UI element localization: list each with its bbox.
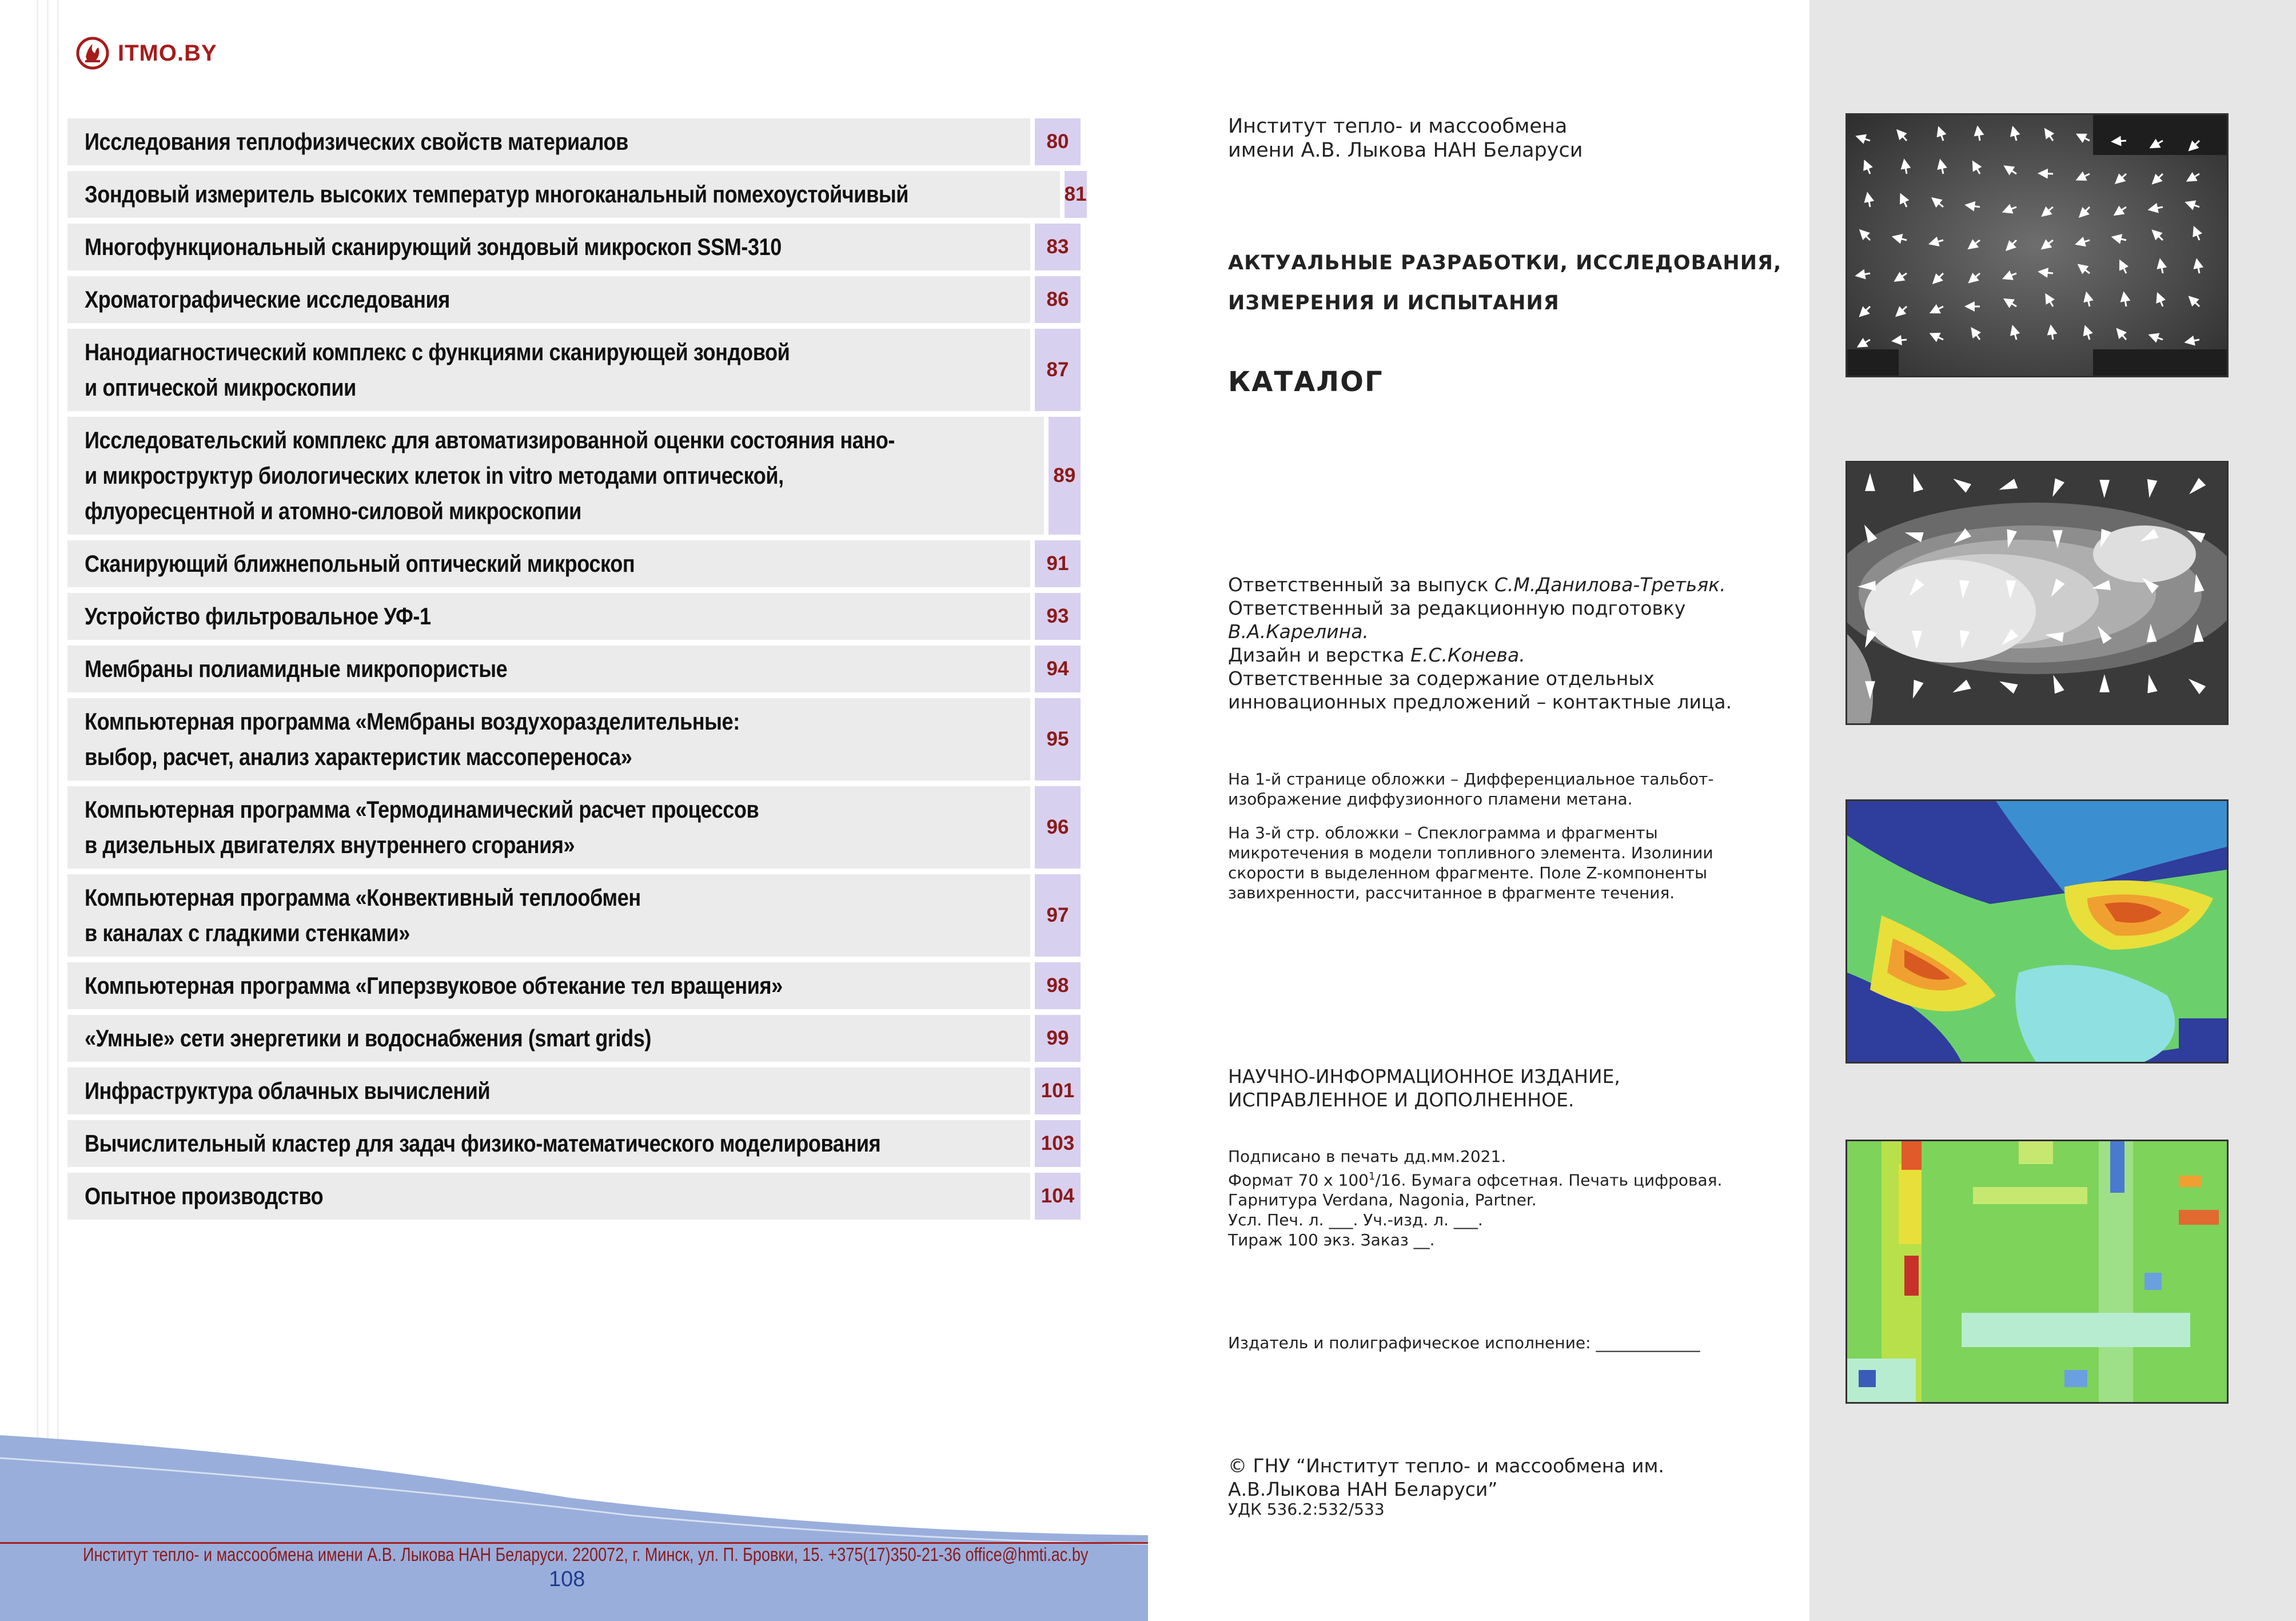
print-info [1228,1146,1722,1250]
headline-line2: ИЗМЕРЕНИЯ И ИСПЫТАНИЯ [1228,292,1560,314]
table-of-contents [67,118,1087,1225]
edition-type [1228,1065,1620,1112]
credit-name: С.М.Данилова-Третьяк. [1494,573,1726,596]
credit-name: В.А.Карелина. [1228,620,1369,643]
vector-field-image [1847,115,2227,376]
cover-note-3 [1228,823,1714,903]
vorticity-image-2 [1845,1140,2229,1404]
toc-row[interactable] [67,171,1087,218]
print-typeface: Гарнитура Verdana, Nagonia, Partner. [1228,1190,1537,1210]
toc-title: Устройство фильтровальное УФ-1 [67,593,1030,640]
credits-block [1228,573,1732,714]
toc-row[interactable] [67,1173,1081,1220]
note-line: скорости в выделенном фрагменте. Поле Z-компоненты [1228,863,1708,882]
z-vorticity-image [1847,1141,2227,1402]
vorticity-field-image [1847,801,2227,1062]
credit-label: Ответственный за выпуск [1228,573,1494,596]
toc-page-number: 83 [1035,224,1081,270]
note-line: завихренности, рассчитанное в фрагменте течения. [1228,883,1675,902]
cover-note-1 [1228,769,1714,809]
toc-row[interactable] [67,593,1081,640]
toc-page-number: 99 [1035,1015,1081,1062]
toc-title: Вычислительный кластер для задач физико-математического моделирования [67,1120,1030,1167]
toc-row[interactable] [67,329,1081,411]
note-line: На 1-й странице обложки – Дифференциальное тальбот- [1228,770,1714,788]
margin-line [57,0,59,1621]
publisher-line: Издатель и полиграфическое исполнение: _____________ [1228,1333,1700,1352]
edition-line: ИСПРАВЛЕННОЕ И ДОПОЛНЕННОЕ. [1228,1089,1574,1111]
toc-row[interactable] [67,874,1081,957]
note-line: На 3-й стр. обложки – Спеклограмма и фрагменты [1228,823,1658,842]
toc-row[interactable] [67,1120,1081,1167]
toc-title: Хроматографические исследования [67,276,1030,323]
page-number: 108 [549,1567,585,1591]
toc-title: Многофункциональный сканирующий зондовый микроскоп SSM-310 [67,224,1030,270]
toc-title: Компьютерная программа «Гиперзвуковое обтекание тел вращения» [67,962,1030,1009]
toc-row[interactable] [67,118,1081,165]
institute-line: имени А.В. Лыкова НАН Беларуси [1228,139,1583,162]
toc-page-number: 104 [1035,1173,1081,1220]
toc-page-number: 97 [1035,874,1081,957]
toc-page-number: 93 [1035,593,1081,640]
toc-page-number: 95 [1035,698,1081,780]
toc-title: Компьютерная программа «Конвективный теплообмен в каналах с гладкими стенками» [67,874,1030,957]
toc-title: Нанодиагностический комплекс с функциями сканирующей зондовой и оптической микроскопии [67,329,1030,411]
format-text: /16. Бумага офсетная. Печать цифровая. [1375,1170,1723,1190]
toc-row[interactable] [67,417,1081,535]
copyright-line: © ГНУ “Институт тепло- и массообмена им. [1228,1455,1664,1477]
format-sup: 1 [1368,1170,1376,1182]
toc-row[interactable] [67,1068,1081,1114]
toc-title: Сканирующий ближнепольный оптический микроскоп [67,540,1030,587]
flame-logo-icon [75,36,110,70]
print-circulation: Тираж 100 экз. Заказ __. [1228,1230,1435,1250]
print-signed: Подписано в печать дд.мм.2021. [1228,1147,1506,1166]
credit-content: Ответственные за содержание отдельных [1228,667,1655,690]
toc-title: Исследовательский комплекс для автоматизированной оценки состояния нано- и микроструктур биологических клеток in vitro методами оптической, флуоресцентной и атомно-силовой микроскопии [67,417,1044,535]
isoline-image [1845,461,2229,725]
toc-row[interactable] [67,1015,1081,1062]
print-sheets: Усл. Печ. л. ___. Уч.-изд. л. ___. [1228,1210,1483,1230]
toc-page-number: 81 [1065,171,1087,218]
toc-title: Инфраструктура облачных вычислений [67,1068,1030,1114]
credit-label: Дизайн и верстка [1228,644,1411,666]
toc-page-number: 98 [1035,962,1081,1009]
toc-page-number: 89 [1049,417,1081,535]
headline-line1: АКТУАЛЬНЫЕ РАЗРАБОТКИ, ИССЛЕДОВАНИЯ, [1228,252,1782,274]
toc-row[interactable] [67,276,1081,323]
cover-notes [1228,769,1714,917]
toc-page-number: 87 [1035,329,1081,411]
toc-page-number: 101 [1035,1068,1081,1114]
toc-page-number: 96 [1035,786,1081,869]
toc-row[interactable] [67,224,1081,270]
print-format [1228,1166,1722,1190]
toc-title: Мембраны полиамидные микропористые [67,646,1030,692]
credit-name: Е.С.Конева. [1410,644,1525,666]
toc-row[interactable] [67,646,1081,692]
itmo-logo[interactable] [75,33,217,73]
toc-row[interactable] [67,786,1081,869]
margin-line [37,0,38,1621]
note-line: микротечения в модели топливного элемента. Изолинии [1228,843,1713,862]
copyright [1228,1454,1664,1501]
velocity-isolines-image [1847,463,2227,723]
institute-name [1228,114,1583,162]
toc-title: «Умные» сети энергетики и водоснабжения (smart grids) [67,1015,1030,1062]
credit-design [1228,643,1732,667]
toc-title: Компьютерная программа «Мембраны воздухоразделительные: выбор, расчет, анализ характеристик массопереноса» [67,698,1030,780]
toc-page-number: 94 [1035,646,1081,692]
edition-line: НАУЧНО-ИНФОРМАЦИОННОЕ ИЗДАНИЕ, [1228,1065,1620,1088]
credit-release [1228,573,1732,596]
logo-text: ITMO.BY [118,40,217,66]
speckle-image [1845,113,2229,377]
toc-page-number: 80 [1035,118,1081,165]
copyright-line: А.В.Лыкова НАН Беларуси” [1228,1478,1498,1500]
toc-row[interactable] [67,962,1081,1009]
toc-title: Опытное производство [67,1173,1030,1220]
toc-page-number: 86 [1035,276,1081,323]
toc-row[interactable] [67,698,1081,780]
vorticity-image-1 [1845,799,2229,1064]
catalog-title: КАТАЛОГ [1228,366,1384,398]
toc-title: Зондовый измеритель высоких температур многоканальный помехоустойчивый [67,171,1060,218]
toc-row[interactable] [67,540,1081,587]
credit-content: инновационных предложений – контактные лица. [1228,691,1732,713]
footer-address: Институт тепло- и массообмена имени А.В. Лыкова НАН Беларуси. 220072, г. Минск, ул. П. Бровки, 15. +375(17)350-21-36 office@hmti.ac.by [83,1544,1089,1565]
toc-page-number: 103 [1035,1120,1081,1167]
format-text: Формат 70 x 100 [1228,1170,1369,1190]
toc-title: Исследования теплофизических свойств материалов [67,118,1030,165]
toc-page-number: 91 [1035,540,1081,587]
footer-wave [0,1435,1148,1621]
credit-editorial: Ответственный за редакционную подготовку [1228,597,1686,619]
institute-line: Институт тепло- и массообмена [1228,115,1568,138]
toc-title: Компьютерная программа «Термодинамический расчет процессов в дизельных двигателях внутреннего сгорания» [67,786,1030,869]
udk-code: УДК 536.2:532/533 [1228,1500,1385,1519]
margin-line [47,0,49,1621]
note-line: изображение диффузионного пламени метана. [1228,790,1633,808]
